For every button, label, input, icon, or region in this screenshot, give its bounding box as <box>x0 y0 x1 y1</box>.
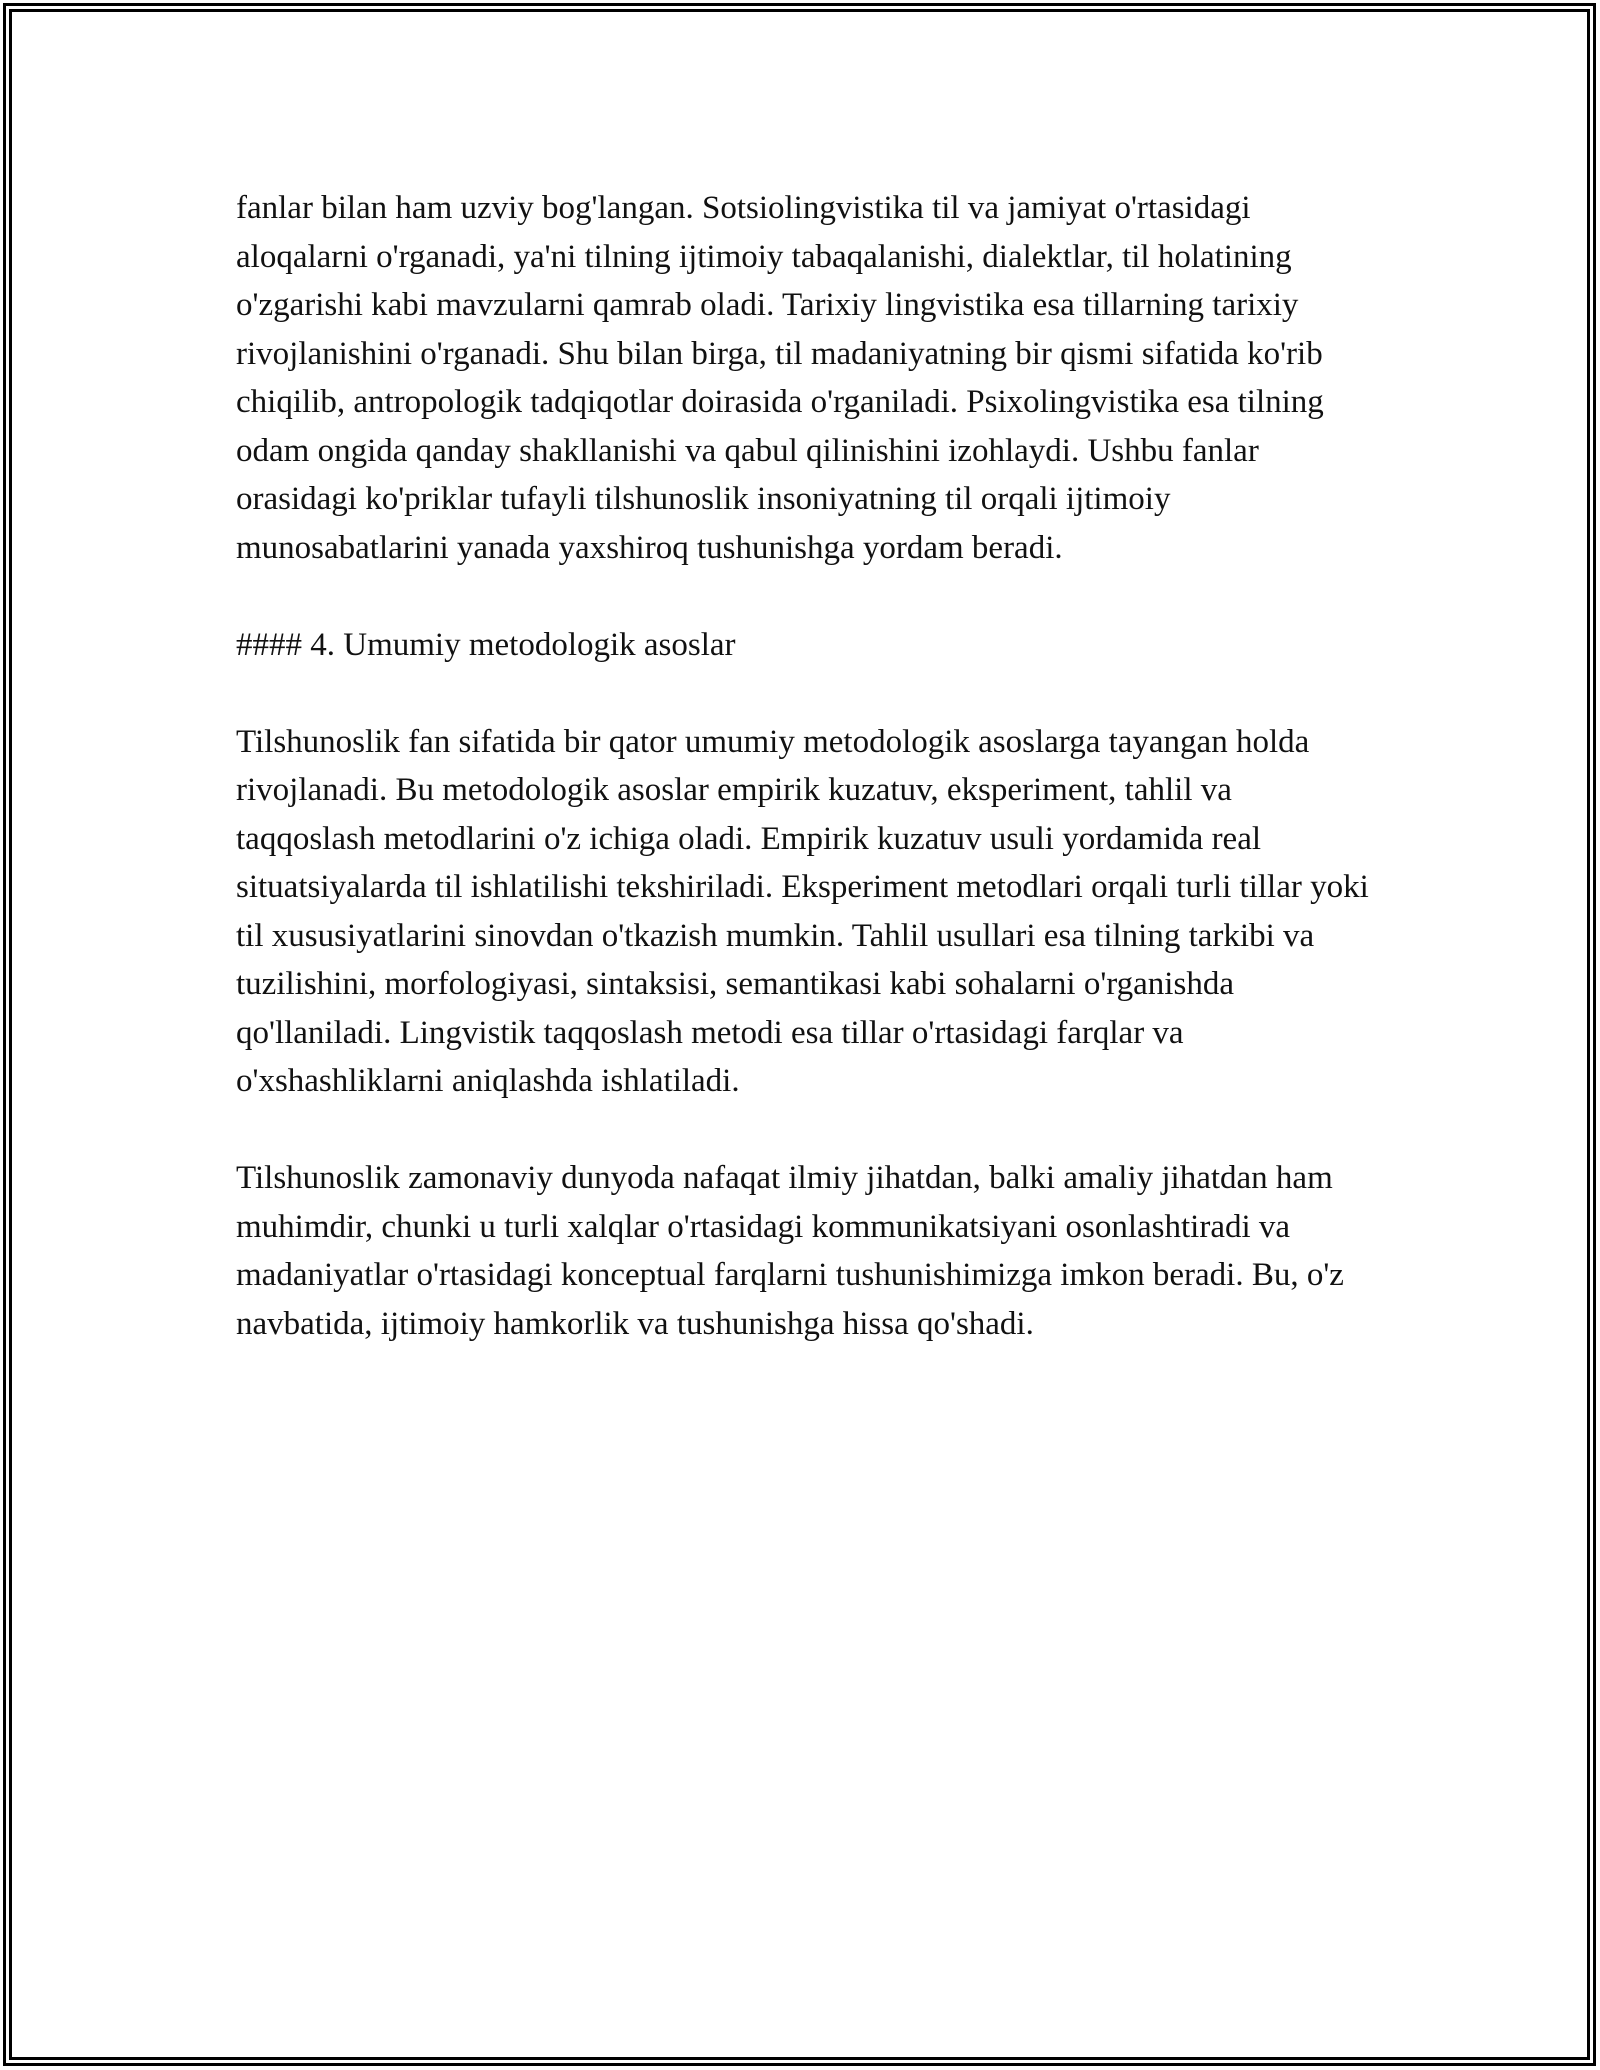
document-body <box>236 184 1376 1397</box>
paragraph-interdisciplinary: fanlar bilan ham uzviy bog'langan. Sotsiolingvistika til va jamiyat o'rtasidagi aloqalarni o'rganadi, ya'ni tilning ijtimoiy tabaqalanishi, dialektlar, til holatining o'zgarishi kabi mavzularni qamrab oladi. Tarixiy lingvistika esa tillarning tarixiy rivojlanishini o'rganadi. Shu bilan birga, til madaniyatning bir qismi sifatida ko'rib chiqilib, antropologik tadqiqotlar doirasida o'rganiladi. Psixolingvistika esa tilning odam ongida qanday shakllanishi va qabul qilinishini izohlaydi. Ushbu fanlar orasidagi ko'priklar tufayli tilshunoslik insoniyatning til orqali ijtimoiy munosabatlarini yanada yaxshiroq tushunishga yordam beradi. <box>236 190 1324 566</box>
paragraph-methodology: Tilshunoslik fan sifatida bir qator umumiy metodologik asoslarga tayangan holda rivojlanadi. Bu metodologik asoslar empirik kuzatuv, eksperiment, tahlil va taqqoslash metodlarini o'z ichiga oladi. Empirik kuzatuv usuli yordamida real situatsiyalarda til ishlatilishi tekshiriladi. Eksperiment metodlari orqali turli tillar yoki til xususiyatlarini sinovdan o'tkazish mumkin. Tahlil usullari esa tilning tarkibi va tuzilishini, morfologiyasi, sintaksisi, semantikasi kabi sohalarni o'rganishda qo'llaniladi. Lingvistik taqqoslash metodi esa tillar o'rtasidagi farqlar va o'xshashliklarni aniqlashda ishlatiladi. <box>236 723 1369 1099</box>
section-heading: #### 4. Umumiy metodologik asoslar <box>236 626 736 663</box>
paragraph-conclusion: Tilshunoslik zamonaviy dunyoda nafaqat ilmiy jihatdan, balki amaliy jihatdan ham muhimdir, chunki u turli xalqlar o'rtasidagi kommunikatsiyani osonlashtiradi va madaniyatlar o'rtasidagi konceptual farqlarni tushunishimizga imkon beradi. Bu, o'z navbatida, ijtimoiy hamkorlik va tushunishga hissa qo'shadi. <box>236 1160 1344 1342</box>
